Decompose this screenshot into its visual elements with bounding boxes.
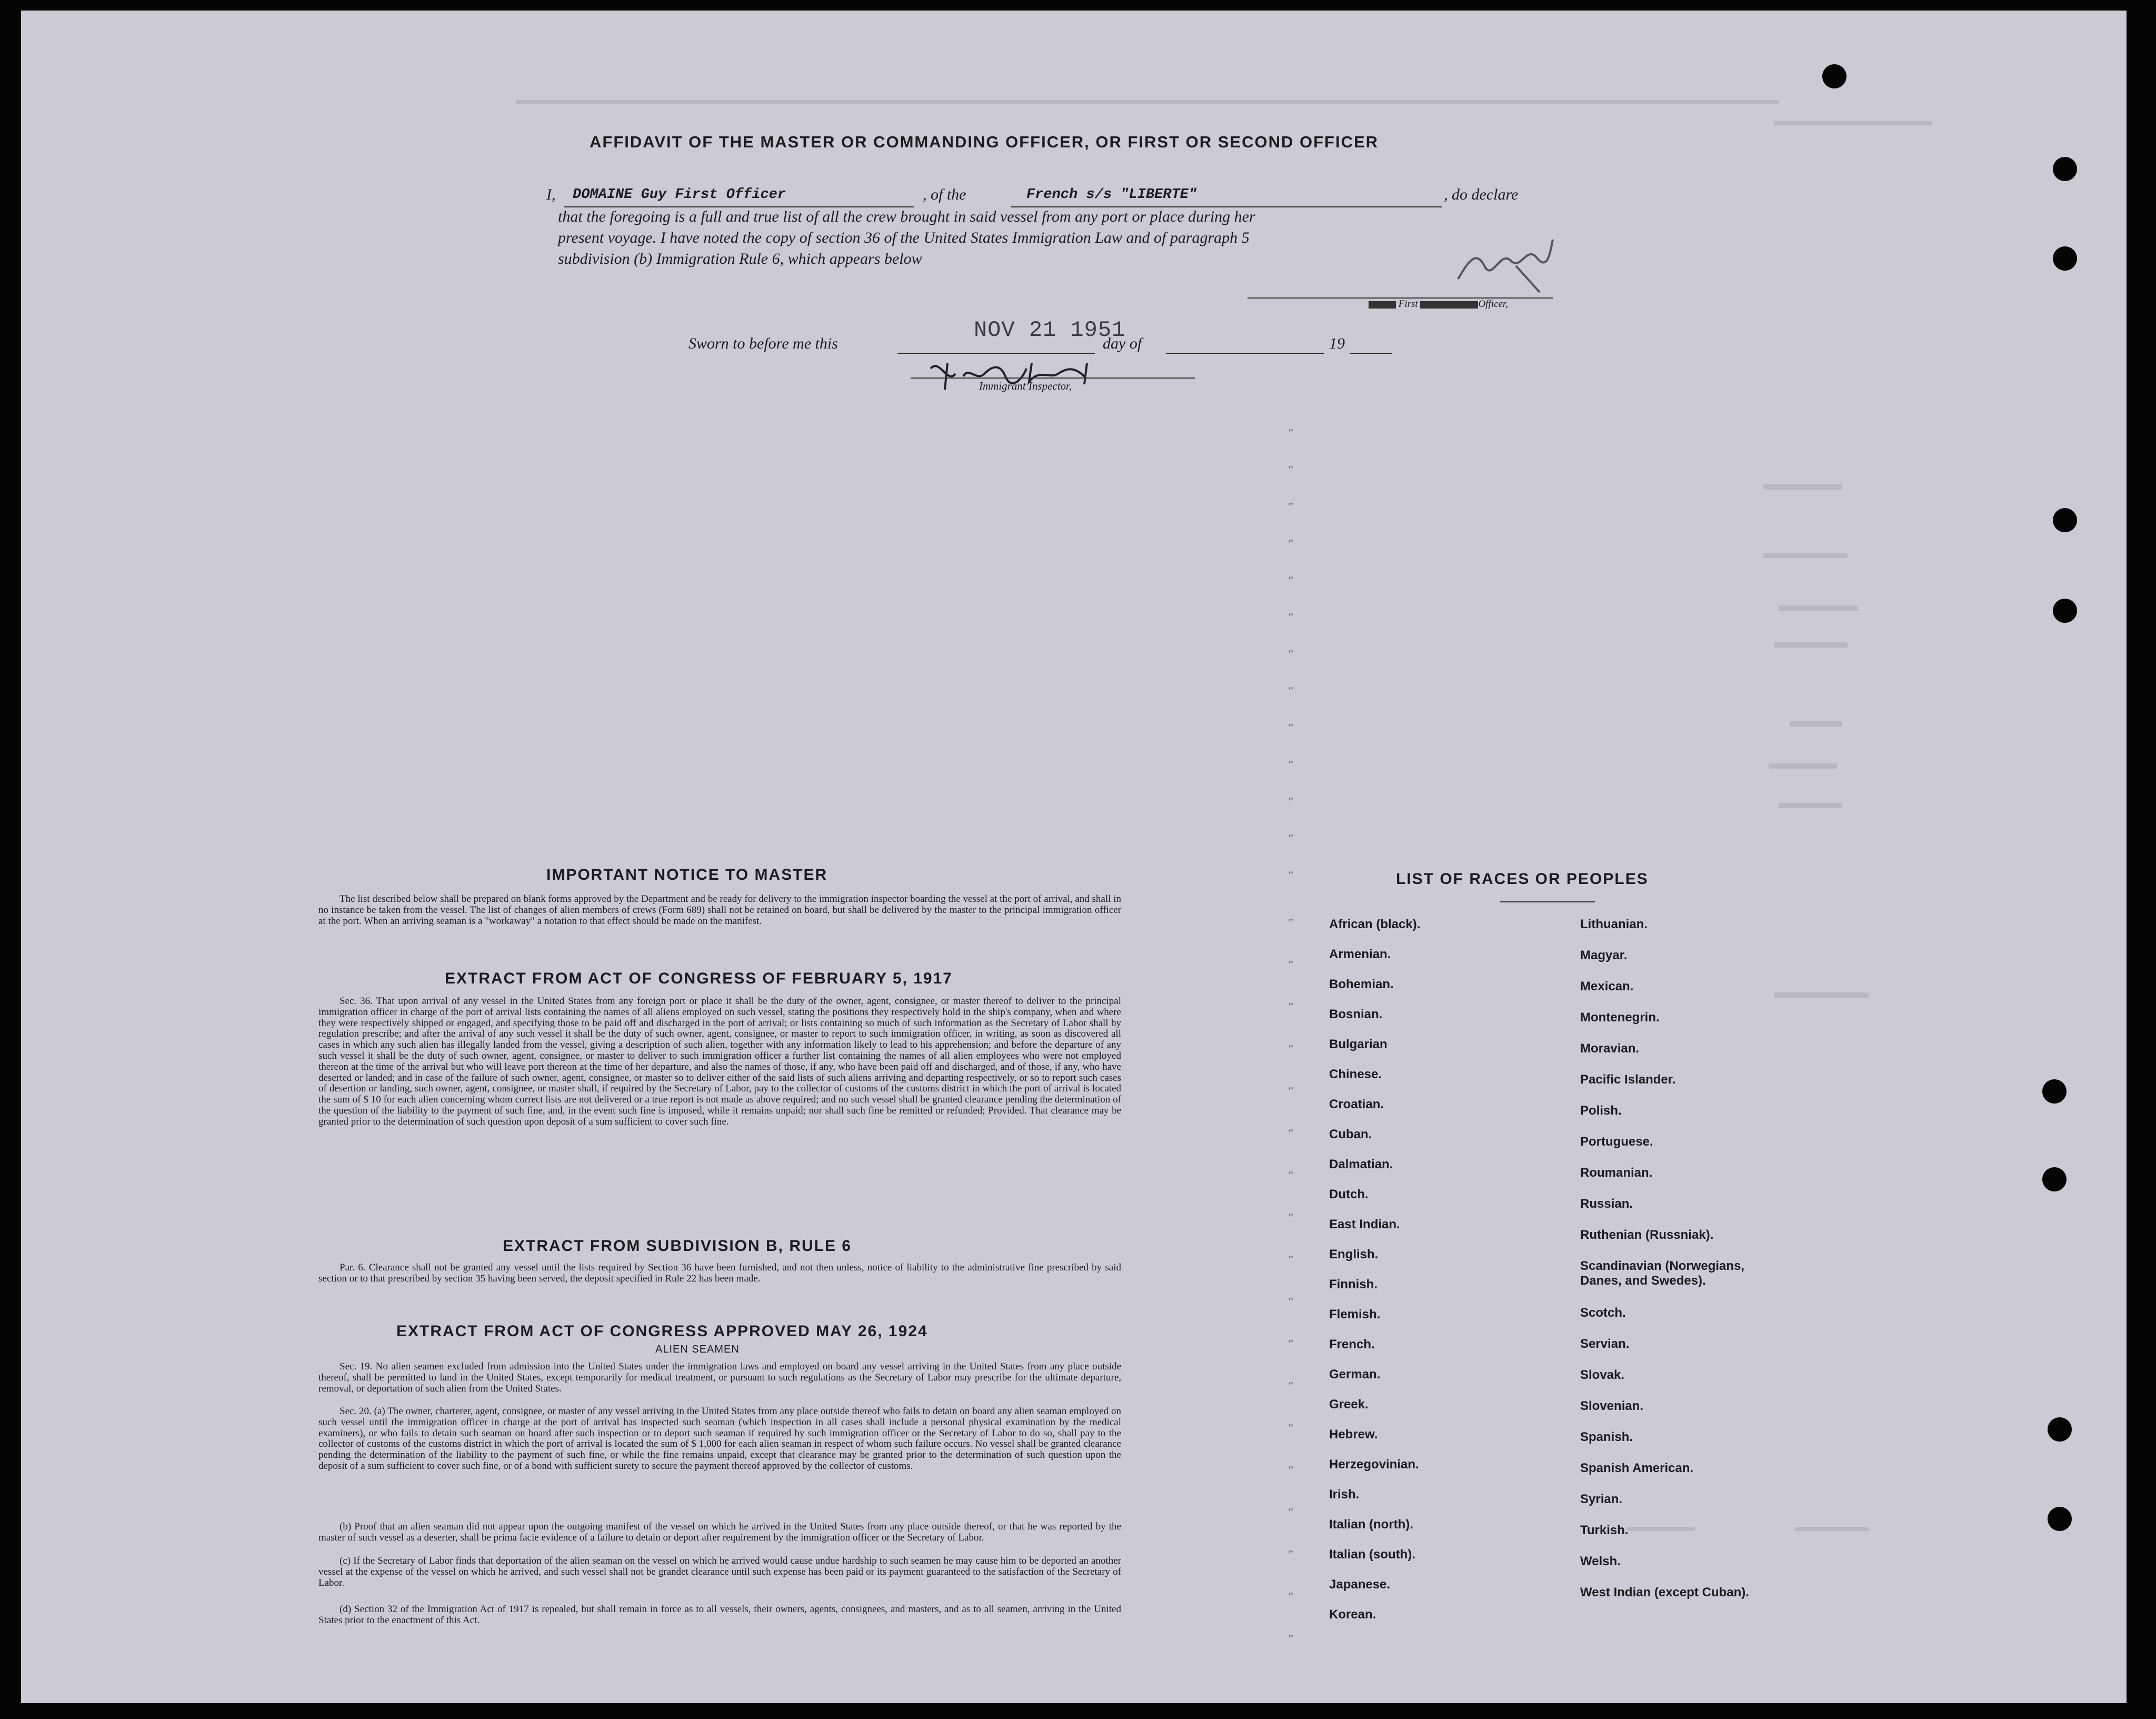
races-title-rule xyxy=(1500,901,1595,902)
bleed-through-mark xyxy=(1769,763,1837,769)
ditto-mark: " xyxy=(1289,758,1293,771)
race-item: Korean. xyxy=(1329,1607,1376,1622)
race-item: Ruthenian (Russniak). xyxy=(1580,1228,1714,1242)
binder-hole xyxy=(2053,157,2077,181)
bleed-through-mark xyxy=(1774,121,1932,125)
bleed-through-mark xyxy=(1626,1527,1695,1531)
ditto-mark: " xyxy=(1289,1506,1293,1519)
race-item: Mexican. xyxy=(1580,979,1634,993)
ditto-mark: " xyxy=(1289,574,1293,587)
race-item: Chinese. xyxy=(1329,1067,1382,1081)
race-item: Servian. xyxy=(1580,1337,1630,1351)
ditto-mark: " xyxy=(1289,832,1293,845)
officer-name: DOMAINE Guy First Officer xyxy=(573,187,786,203)
sworn-text: Sworn to before me this xyxy=(688,335,838,352)
ditto-mark: " xyxy=(1289,463,1293,476)
month-line xyxy=(1166,353,1324,354)
binder-hole xyxy=(2053,508,2077,532)
ditto-mark: " xyxy=(1289,1379,1293,1393)
race-item: Cuban. xyxy=(1329,1127,1372,1141)
year-line xyxy=(1350,353,1392,354)
race-item: West Indian (except Cuban). xyxy=(1580,1585,1749,1599)
extract-1917-body: Sec. 36. That upon arrival of any vessel in the United States from any foreign port or place it shall be the duty of the owner, agent, consignee, or master thereof to deliver to the principal immigration officer in charge of the port of arrival lists containing the names of all aliens employed on such vessel, stating the positions they respectively hold in the ship's company, when and where they were respectively shipped or engaged, and specifying those to be paid off and discharged in the port of arrival; or lists containing so much of such information as the Secretary of Labor shall by regulation prescribe; and after the arrival of any such vessel it shall be the duty of such owner, agent, consignee, or master to report to such immigration officer, in writing, as soon as discovered all cases in which any such alien has illegally landed from the vessel, giving a description of such alien, together with any information likely to lead to his apprehension; and before the departure of any such vessel it shall be the duty of such owner, agent, consignee, or master to deliver to such immigration officer a further list containing the names of all alien employees who were not employed thereon at the time of the arrival but who will leave port thereon at the time of her departure, and also the names of those, if any, who have been paid off and discharged, and of those, if any, who have deserted or landed; and in case of the failure of such owner, agent, consignee, or master so to deliver either of the said lists of such aliens arriving and departing respectively, or so to report such cases of desertion or landing, such owner, agent, consignee, or master shall, if required by the Secretary of Labor, pay to the collector of customs of the customs district in which the port of arrival is located the sum of $ 10 for each alien concerning whom correct lists are not delivered or a true report is not made as above required; and no such vessel shall be granted clearance pending the determination of the question of the liability to the payment of such fine, and, in the event such fine is imposed, while it remains unpaid; nor shall such fine be remitted or refunded; Provided. That clearance may be granted prior to the determination of such question upon deposit of a sum sufficient to cover such fine. xyxy=(318,996,1121,1127)
ditto-mark: " xyxy=(1289,500,1293,513)
ditto-mark: " xyxy=(1289,721,1293,734)
race-item: Flemish. xyxy=(1329,1307,1381,1321)
race-item: Polish. xyxy=(1580,1104,1622,1118)
bleed-through-mark xyxy=(1774,992,1869,998)
binder-hole xyxy=(2053,246,2077,271)
ditto-mark: " xyxy=(1289,1464,1293,1477)
ditto-mark: " xyxy=(1289,1295,1293,1308)
bleed-through-mark xyxy=(1779,605,1858,611)
ditto-mark: " xyxy=(1289,648,1293,661)
race-item: Spanish. xyxy=(1580,1430,1633,1444)
caption-officer: Officer, xyxy=(1478,299,1508,310)
race-item: Irish. xyxy=(1329,1487,1360,1502)
ditto-mark: " xyxy=(1289,1000,1293,1013)
race-item: Dalmatian. xyxy=(1329,1157,1393,1171)
ditto-mark: " xyxy=(1289,1337,1293,1350)
race-item: Scotch. xyxy=(1580,1306,1626,1320)
race-item: Greek. xyxy=(1329,1397,1369,1412)
declaration-line-2: present voyage. I have noted the copy of section 36 of the United States Immigration Law and of paragraph 5 xyxy=(558,229,1250,246)
caption-first: First xyxy=(1398,299,1418,310)
ditto-mark: " xyxy=(1289,958,1293,971)
notice-body: The list described below shall be prepared on blank forms approved by the Department and be ready for delivery to the immigration inspector boarding the vessel at the port of arrival, and shall in no instance be taken from the vessel. The list of changes of alien members of crews (Form 689) shall not be retained on board, but shall be delivered by the master to the principal immigration officer at the port. When an arriving seaman is a "workaway" a notation to that effect should be made on the manifest. xyxy=(318,893,1121,927)
manifest-page xyxy=(21,11,2127,1703)
ditto-mark: " xyxy=(1289,1253,1293,1266)
ditto-mark: " xyxy=(1289,1085,1293,1098)
of-the-text: , of the xyxy=(923,186,966,203)
declaration-line-1: that the foregoing is a full and true list of all the crew brought in said vessel from any port or place during her xyxy=(558,208,1255,225)
affidavit-line-1 xyxy=(546,184,1552,205)
race-item: Russian. xyxy=(1580,1197,1633,1211)
race-item: Welsh. xyxy=(1580,1554,1621,1568)
race-item: African (black). xyxy=(1329,917,1421,931)
signature-caption xyxy=(1369,297,1508,311)
race-item: Slovenian. xyxy=(1580,1399,1644,1413)
binder-hole xyxy=(1822,64,1846,88)
race-item: Spanish American. xyxy=(1580,1461,1694,1475)
race-item: German. xyxy=(1329,1367,1381,1382)
extract-1924-par-5: (d) Section 32 of the Immigration Act of 1917 is repealed, but shall remain in force as to all vessels, their owners, agents, consignees, and masters, and as to all seamen, arriving in the United States prior to the enactment of this Act. xyxy=(318,1604,1121,1626)
i-prefix: I, xyxy=(546,186,556,203)
inspector-caption: Immigrant Inspector, xyxy=(979,380,1072,392)
officer-signature xyxy=(1453,229,1558,297)
extract-1924-par-4: (c) If the Secretary of Labor finds that deportation of the alien seaman on the vessel on which he arrived would cause undue hardship to such seamen he may cause him to be deported an another vessel at the expense of the vessel on which he arrived, and such vessel shall not be grandet clearance until such expense has been paid or its payment guaranteed to the satisfaction of the Secretary of Labor. xyxy=(318,1555,1121,1588)
race-item: Syrian. xyxy=(1580,1492,1623,1506)
binder-hole xyxy=(2048,1507,2072,1531)
race-item: Italian (north). xyxy=(1329,1517,1413,1532)
race-item: Bohemian. xyxy=(1329,977,1394,991)
ditto-mark: " xyxy=(1289,1042,1293,1056)
race-item: Bulgarian xyxy=(1329,1037,1388,1051)
race-item: Scandinavian (Norwegians, Danes, and Swedes). xyxy=(1580,1259,1745,1288)
race-item: Lithuanian. xyxy=(1580,917,1648,931)
bleed-through-mark xyxy=(1763,484,1842,490)
bleed-through-mark xyxy=(1774,642,1848,648)
extract-rule6-body: Par. 6. Clearance shall not be granted any vessel until the lists required by Section 36 have been furnished, and not then unless, notice of liability to the administrative fine prescribed by said section or to that prescribed by section 35 having been served, the deposit specified in Rule 22 has been made. xyxy=(318,1262,1121,1284)
declaration-line-3: subdivision (b) Immigration Rule 6, which appears below xyxy=(558,250,922,267)
race-item: Hebrew. xyxy=(1329,1427,1378,1442)
ditto-mark: " xyxy=(1289,1590,1293,1603)
ditto-mark: " xyxy=(1289,916,1293,929)
binder-hole xyxy=(2042,1079,2067,1104)
race-item: Magyar. xyxy=(1580,948,1628,962)
race-item: French. xyxy=(1329,1337,1375,1352)
inspector-line xyxy=(911,377,1195,379)
race-item: Japanese. xyxy=(1329,1577,1391,1592)
extract-1924-par-3: (b) Proof that an alien seaman did not appear upon the outgoing manifest of the vessel on which he arrived in the United States from any place outside thereof, or that he was reported by the master of such vessel as a deserter, shall be prima facie evidence of a failure to detain or deport after requirement by the immigration officer or the Secretary of Labor. xyxy=(318,1521,1121,1543)
notice-title: IMPORTANT NOTICE TO MASTER xyxy=(546,866,828,883)
do-declare-text: , do declare xyxy=(1444,186,1519,203)
ditto-mark: " xyxy=(1289,537,1293,550)
race-item: Herzegovinian. xyxy=(1329,1457,1419,1472)
race-item: Turkish. xyxy=(1580,1523,1629,1537)
race-item: Roumanian. xyxy=(1580,1166,1653,1180)
race-item: Dutch. xyxy=(1329,1187,1369,1201)
race-item: Croatian. xyxy=(1329,1097,1384,1111)
races-title: LIST OF RACES OR PEOPLES xyxy=(1396,870,1649,888)
race-item: Moravian. xyxy=(1580,1041,1640,1056)
race-item: English. xyxy=(1329,1247,1379,1261)
day-of-text: day of xyxy=(1103,335,1142,352)
ditto-mark: " xyxy=(1289,795,1293,808)
binder-hole xyxy=(2053,599,2077,623)
extract-1924-par-1: Sec. 19. No alien seamen excluded from admission into the United States under the immigration laws and employed on board any vessel arriving in the United States from any place outside thereof, shall be permitted to land in the United States, except temporarily for medical treatment, or pursuant to such regulations as the Secretary of Labor may prescribe for the ultimate departure, removal, or deportation of such alien from the United States. xyxy=(318,1361,1121,1394)
ditto-mark: " xyxy=(1289,426,1293,440)
affidavit-heading: AFFIDAVIT OF THE MASTER OR COMMANDING OFFICER, OR FIRST OR SECOND OFFICER xyxy=(590,133,1379,151)
extract-1917-title: EXTRACT FROM ACT OF CONGRESS OF FEBRUARY 5, 1917 xyxy=(445,970,953,987)
binder-hole xyxy=(2048,1417,2072,1442)
bleed-through-mark xyxy=(1779,803,1842,808)
extract-rule6-title: EXTRACT FROM SUBDIVISION B, RULE 6 xyxy=(503,1237,852,1255)
bleed-through-mark xyxy=(1790,721,1842,727)
race-item: Italian (south). xyxy=(1329,1547,1415,1562)
ditto-mark: " xyxy=(1289,1548,1293,1561)
ditto-mark: " xyxy=(1289,684,1293,698)
vessel-name: French s/s "LIBERTE" xyxy=(1026,187,1197,203)
race-item: Montenegrin. xyxy=(1580,1010,1660,1025)
date-stamp: NOV 21 1951 xyxy=(974,317,1126,343)
ditto-mark: " xyxy=(1289,1632,1293,1645)
ditto-mark: " xyxy=(1289,611,1293,624)
extract-1924-par-2: Sec. 20. (a) The owner, charterer, agent, consignee, or master of any vessel arriving in the United States from any place outside thereof who fails to detain on board any alien seaman employed on such vessel until the immigration officer in charge at the port of arrival has inspected such seaman (which inspection in all cases shall include a personal physical examination by the medical examiners), or who fails to detain such seaman on board after such inspection or to deport such seaman if required by such immigration officer or the Secretary of Labor to do so, shall pay to the collector of customs of the customs district in which the port of arrival is located the sum of $ 1,000 for each alien seaman in respect of whom such failure occurs. No vessel shall be granted clearance pending the determination of the liability to the payment of such fine, or while the fine remains unpaid, except that clearance may be granted prior to the determination of such question upon the deposit of a sum sufficient to cover such fine, or of a bond with sufficient surety to secure the payment thereof approved by the collector of customs. xyxy=(318,1406,1121,1472)
race-item: Portuguese. xyxy=(1580,1135,1653,1149)
race-item: Finnish. xyxy=(1329,1277,1378,1291)
bleed-through-mark xyxy=(1795,1527,1869,1531)
ditto-mark: " xyxy=(1289,1211,1293,1224)
ditto-mark: " xyxy=(1289,1127,1293,1140)
bleed-through-mark xyxy=(516,100,1779,104)
extract-1924-subtitle: ALIEN SEAMEN xyxy=(655,1344,740,1355)
binder-hole xyxy=(2042,1167,2067,1191)
race-item: Pacific Islander. xyxy=(1580,1072,1676,1087)
extract-1924-title: EXTRACT FROM ACT OF CONGRESS APPROVED MAY 26, 1924 xyxy=(396,1323,928,1340)
ditto-mark: " xyxy=(1289,869,1293,882)
ditto-mark: " xyxy=(1289,1169,1293,1182)
year-prefix: 19 xyxy=(1329,335,1345,352)
race-item: East Indian. xyxy=(1329,1217,1400,1231)
race-item: Slovak. xyxy=(1580,1368,1625,1382)
race-item: Bosnian. xyxy=(1329,1007,1383,1021)
race-item: Armenian. xyxy=(1329,947,1391,961)
ditto-mark: " xyxy=(1289,1422,1293,1435)
bleed-through-mark xyxy=(1763,553,1848,558)
